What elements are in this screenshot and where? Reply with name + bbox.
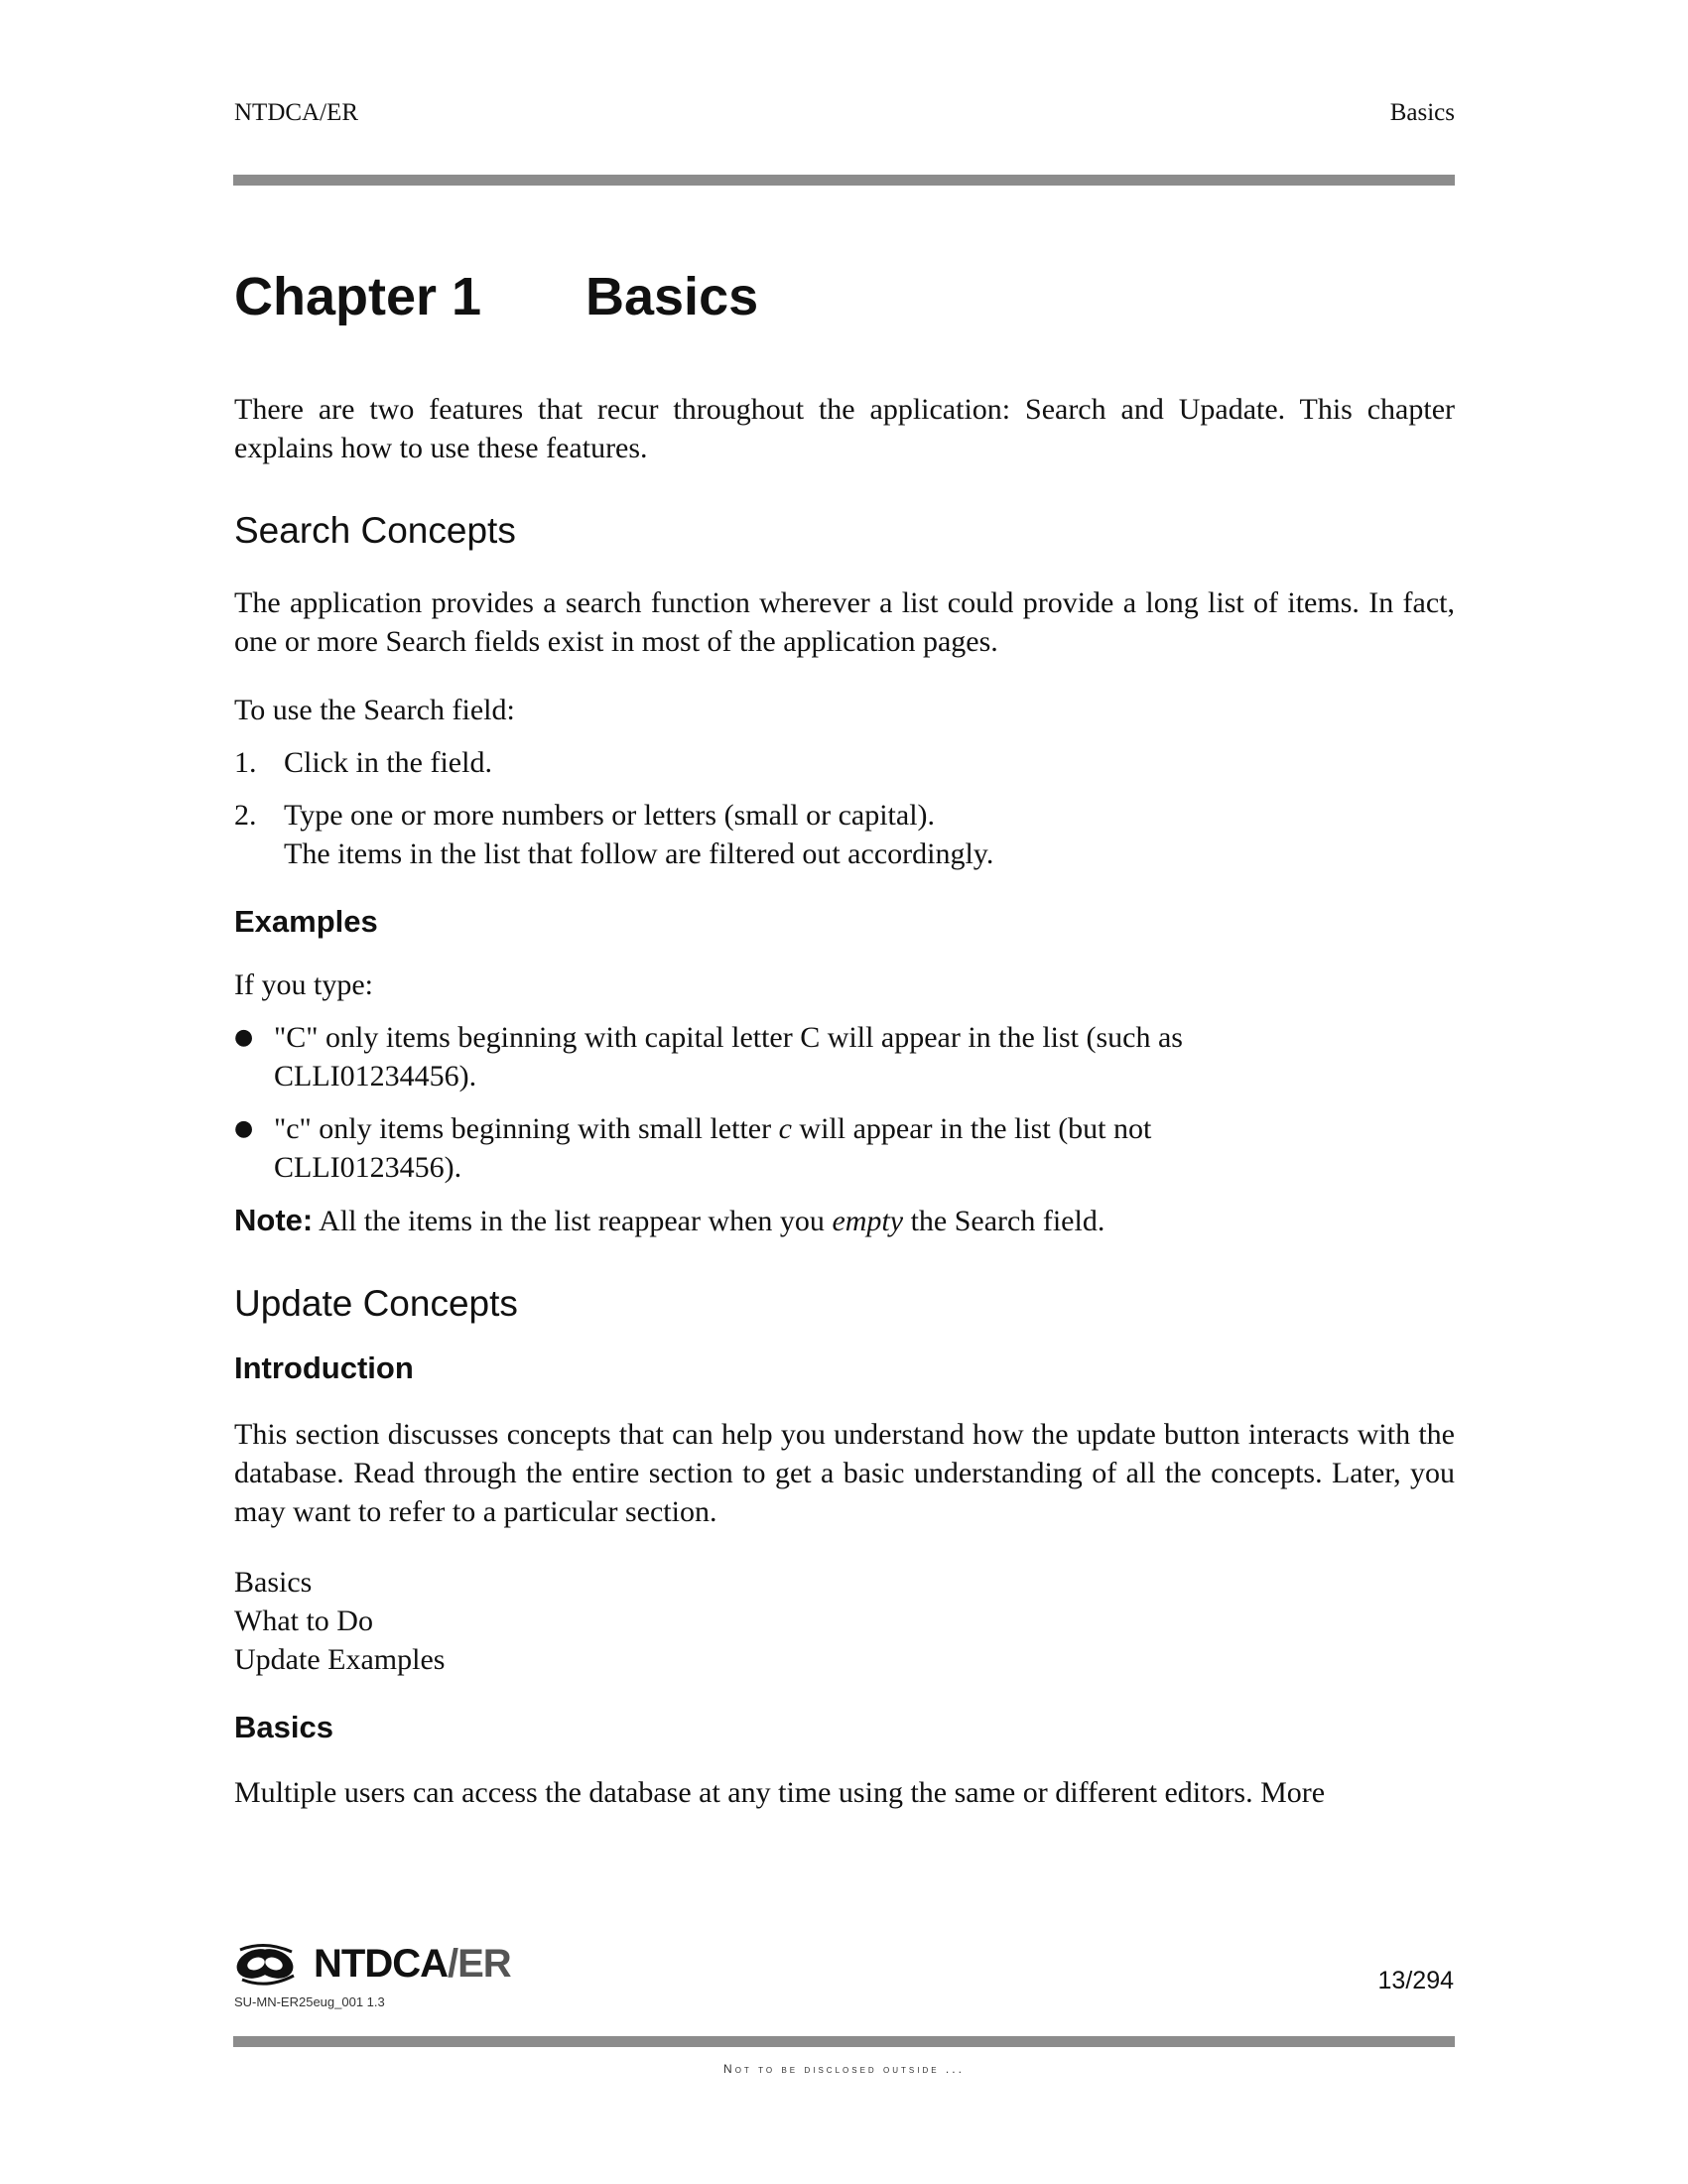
- basics-heading: Basics: [234, 1709, 333, 1744]
- step-text-block: [284, 796, 993, 873]
- example-text-continued: CLLI0123456).: [274, 1150, 462, 1184]
- bullet-icon: ●: [234, 1115, 254, 1141]
- example-text-before: "c" only items beginning with small letter: [274, 1111, 779, 1145]
- page-number: 13/294: [1377, 1967, 1454, 1994]
- logo-wordmark-suffix: /ER: [447, 1941, 511, 1986]
- footer-rule: [233, 2036, 1455, 2047]
- toc-line: Basics: [234, 1565, 313, 1599]
- search-steps-list: [234, 743, 1455, 873]
- example-text: [274, 1109, 1151, 1148]
- logo-wordmark: [314, 1942, 511, 1987]
- update-intro-paragraph: This section discusses concepts that can help you understand how the update button interacts with the database. Read through the entire section to get a basic understanding of all the concepts. Later, you may want to refer to a particular section.: [234, 1417, 1455, 1528]
- step-text: Click in the field.: [284, 745, 492, 779]
- examples-heading: Examples: [234, 903, 378, 939]
- list-item: [234, 1018, 1455, 1095]
- introduction-heading: Introduction: [234, 1350, 414, 1386]
- confidentiality-notice: [0, 2062, 1688, 2076]
- note-label: Note:: [234, 1202, 314, 1237]
- search-steps-intro: To use the Search field:: [234, 693, 515, 726]
- step-text: Type one or more numbers or letters (small or capital).: [284, 798, 936, 832]
- chapter-number: Chapter 1: [234, 267, 482, 326]
- example-text-block: [274, 1109, 1151, 1187]
- section-toc: [234, 1563, 1455, 1679]
- list-item: [234, 796, 1455, 873]
- note-text-after: the Search field.: [903, 1204, 1105, 1237]
- note-paragraph: [234, 1201, 1455, 1240]
- examples-list: [234, 1018, 1455, 1187]
- search-concepts-paragraph: The application provides a search function wherever a list could provide a long list of items. In fact, one or more Search fields exist in most of the application pages.: [234, 585, 1455, 658]
- company-logo: [234, 1940, 511, 1988]
- header-rule: [233, 175, 1455, 186]
- list-item: [234, 743, 1455, 782]
- examples-intro: If you type:: [234, 967, 373, 1001]
- toc-line: Update Examples: [234, 1642, 446, 1676]
- list-marker: 2.: [234, 798, 257, 832]
- update-concepts-heading: Update Concepts: [234, 1282, 518, 1324]
- example-text-after: will appear in the list (but not: [791, 1111, 1152, 1145]
- step-text-continued: The items in the list that follow are filtered out accordingly.: [284, 836, 994, 870]
- chapter-intro-paragraph: There are two features that recur throughout the application: Search and Upadate. This chapter explains how to use these features.: [234, 393, 1455, 465]
- company-logo-icon: [234, 1940, 300, 1988]
- chapter-title: [234, 268, 1455, 326]
- example-text-italic: c: [778, 1111, 792, 1145]
- running-header-left: NTDCA/ER: [234, 99, 358, 126]
- note-text-italic: empty: [832, 1204, 904, 1237]
- toc-line: What to Do: [234, 1604, 373, 1637]
- search-concepts-heading: Search Concepts: [234, 510, 516, 552]
- chapter-name: Basics: [585, 267, 759, 326]
- basics-paragraph: Multiple users can access the database at any time using the same or different editors. More: [234, 1775, 1326, 1809]
- running-header-right: Basics: [1389, 99, 1455, 126]
- example-text-continued: CLLI01234456).: [274, 1059, 477, 1092]
- logo-wordmark-main: NTDCA: [314, 1941, 448, 1986]
- list-marker: 1.: [234, 745, 257, 779]
- page-content: [234, 268, 1455, 1812]
- list-item: [234, 1109, 1455, 1187]
- confidentiality-text: Not to be disclosed outside ...: [723, 2062, 965, 2076]
- bullet-icon: ●: [234, 1024, 254, 1050]
- note-text-before: All the items in the list reappear when you: [313, 1204, 833, 1237]
- example-text: "C" only items beginning with capital letter C will appear in the list (such as: [274, 1020, 1183, 1054]
- example-text-block: [274, 1018, 1183, 1095]
- document-code: SU-MN-ER25eug_001 1.3: [234, 1994, 385, 2009]
